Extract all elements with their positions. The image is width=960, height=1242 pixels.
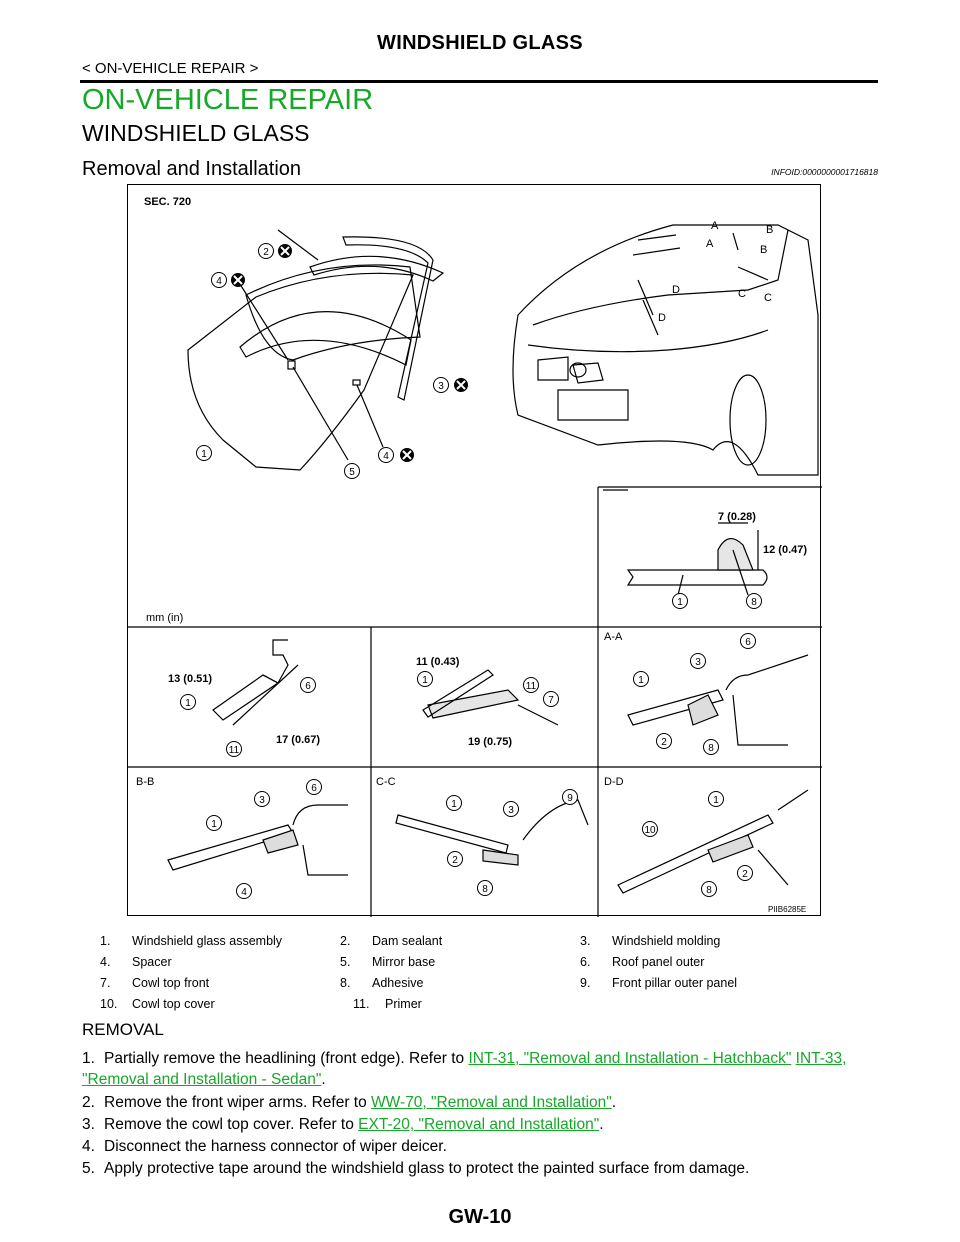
windshield-diagram <box>127 184 821 916</box>
svg-text:1: 1 <box>677 597 683 608</box>
view-label: C <box>738 288 746 300</box>
callout-1 <box>418 672 433 687</box>
view-label: A <box>711 220 719 232</box>
info-id: INFOID:0000000001716818 <box>771 167 878 177</box>
view-label: C <box>764 292 772 304</box>
view-label: B <box>766 224 774 236</box>
callout-1 <box>634 672 649 687</box>
callout-11 <box>227 742 242 757</box>
ref-link-int-31[interactable]: INT-31, "Removal and Installation - Hatchback" <box>468 1050 792 1067</box>
removal-step: 1. Partially remove the headlining (front edge). Refer to INT-31, "Removal and Installation - Hatchback" INT-33, "Removal and Installation - Sedan". <box>82 1050 847 1088</box>
callout-1 <box>181 695 196 710</box>
callout-1 <box>673 594 688 609</box>
callout-3 <box>434 378 449 393</box>
svg-text:6: 6 <box>311 783 317 794</box>
breadcrumb: < ON-VEHICLE REPAIR > <box>82 60 259 77</box>
legend-item: 7. Cowl top front <box>100 975 210 990</box>
callout-11 <box>524 678 539 693</box>
section-title[interactable]: ON-VEHICLE REPAIR <box>82 84 374 116</box>
sec-label: SEC. 720 <box>144 196 192 208</box>
svg-text:10: 10 <box>644 825 656 836</box>
callout-8 <box>702 882 717 897</box>
removal-step: 2. Remove the front wiper arms. Refer to WW-70, "Removal and Installation". <box>82 1094 617 1111</box>
legend-item: 6. Roof panel outer <box>580 954 705 969</box>
svg-text:2: 2 <box>263 247 269 258</box>
svg-text:5: 5 <box>349 467 355 478</box>
legend-item: 4. Spacer <box>100 954 172 969</box>
svg-text:7: 7 <box>548 695 554 706</box>
svg-text:8: 8 <box>482 884 488 895</box>
image-code: PIIB6285E <box>768 905 807 914</box>
svg-text:8: 8 <box>706 885 712 896</box>
callout-2 <box>738 866 753 881</box>
callout-5 <box>345 464 360 479</box>
svg-text:4: 4 <box>216 276 222 287</box>
svg-text:1: 1 <box>211 819 217 830</box>
callout-4 <box>237 884 252 899</box>
callout-6 <box>301 678 316 693</box>
removal-step: 3. Remove the cowl top cover. Refer to EXT-20, "Removal and Installation". <box>82 1116 604 1133</box>
svg-text:9: 9 <box>567 793 573 804</box>
dimension-label: 7 (0.28) <box>718 511 756 523</box>
svg-text:3: 3 <box>508 805 514 816</box>
callout-10 <box>643 822 658 837</box>
svg-text:2: 2 <box>452 855 458 866</box>
svg-text:1: 1 <box>451 799 457 810</box>
page-header-title: WINDSHIELD GLASS <box>377 32 583 54</box>
removal-step: 4. Disconnect the harness connector of wiper deicer. <box>82 1138 447 1155</box>
callout-8 <box>704 740 719 755</box>
svg-text:4: 4 <box>241 887 247 898</box>
callout-8 <box>747 594 762 609</box>
svg-text:2: 2 <box>661 737 667 748</box>
callout-6 <box>741 634 756 649</box>
svg-text:3: 3 <box>695 657 701 668</box>
legend-item: 5. Mirror base <box>340 954 436 969</box>
legend-item: 3. Windshield molding <box>580 933 721 948</box>
svg-text:1: 1 <box>638 675 644 686</box>
topic-title: Removal and Installation <box>82 158 302 180</box>
unit-label: mm (in) <box>146 612 184 624</box>
svg-text:8: 8 <box>751 597 757 608</box>
callout-1 <box>447 796 462 811</box>
svg-text:1: 1 <box>713 795 719 806</box>
svg-text:6: 6 <box>745 637 751 648</box>
dimension-label: 13 (0.51) <box>168 673 213 685</box>
dimension-label: 12 (0.47) <box>763 544 808 556</box>
ref-link-ww-70[interactable]: WW-70, "Removal and Installation" <box>371 1094 612 1111</box>
callout-1 <box>197 446 212 461</box>
svg-text:6: 6 <box>305 681 311 692</box>
section-label: A-A <box>604 631 623 643</box>
svg-text:4: 4 <box>383 451 389 462</box>
legend-item: 10. Cowl top cover <box>100 996 215 1011</box>
callout-3 <box>504 802 519 817</box>
callout-3 <box>255 792 270 807</box>
page-number: GW-10 <box>448 1206 512 1228</box>
replace-icon <box>231 244 468 462</box>
view-label: D <box>658 312 666 324</box>
ref-link-ext-20[interactable]: EXT-20, "Removal and Installation" <box>358 1116 600 1133</box>
callout-3 <box>691 654 706 669</box>
svg-text:8: 8 <box>708 743 714 754</box>
callout-1 <box>207 816 222 831</box>
parts-legend <box>100 930 820 1014</box>
legend-item: 1. Windshield glass assembly <box>100 933 283 948</box>
legend-item: 11. Primer <box>353 996 422 1011</box>
svg-text:3: 3 <box>438 381 444 392</box>
callout-2 <box>448 852 463 867</box>
callout-2 <box>657 734 672 749</box>
legend-item: 2. Dam sealant <box>340 933 443 948</box>
subsection-title: WINDSHIELD GLASS <box>82 120 310 146</box>
callout-4 <box>212 273 227 288</box>
view-label: D <box>672 284 680 296</box>
callout-9 <box>563 790 578 805</box>
callout-8 <box>478 881 493 896</box>
svg-text:11: 11 <box>228 745 240 756</box>
callout-1 <box>709 792 724 807</box>
svg-text:1: 1 <box>201 449 207 460</box>
callout-7 <box>544 692 559 707</box>
section-label: D-D <box>604 776 624 788</box>
callout-6 <box>307 780 322 795</box>
section-label: B-B <box>136 776 155 788</box>
svg-text:3: 3 <box>259 795 265 806</box>
ref-link-int-33[interactable]: INT-33, "Removal and Installation - Sedan" <box>82 1050 847 1088</box>
view-label: A <box>706 238 714 250</box>
removal-step: 5. Apply protective tape around the windshield glass to protect the painted surface from damage. <box>82 1160 750 1177</box>
removal-heading: REMOVAL <box>82 1020 164 1039</box>
section-label: C-C <box>376 776 396 788</box>
legend-item: 8. Adhesive <box>340 975 424 990</box>
svg-text:1: 1 <box>185 698 191 709</box>
dimension-label: 11 (0.43) <box>416 656 460 668</box>
svg-text:11: 11 <box>525 681 537 692</box>
dimension-label: 17 (0.67) <box>276 734 321 746</box>
svg-text:1: 1 <box>422 675 428 686</box>
svg-text:2: 2 <box>742 869 748 880</box>
legend-item: 9. Front pillar outer panel <box>580 975 738 990</box>
callout-2 <box>259 244 274 259</box>
view-label: B <box>760 244 768 256</box>
dimension-label: 19 (0.75) <box>468 736 513 748</box>
callout-4 <box>379 448 394 463</box>
header-divider <box>80 80 878 83</box>
